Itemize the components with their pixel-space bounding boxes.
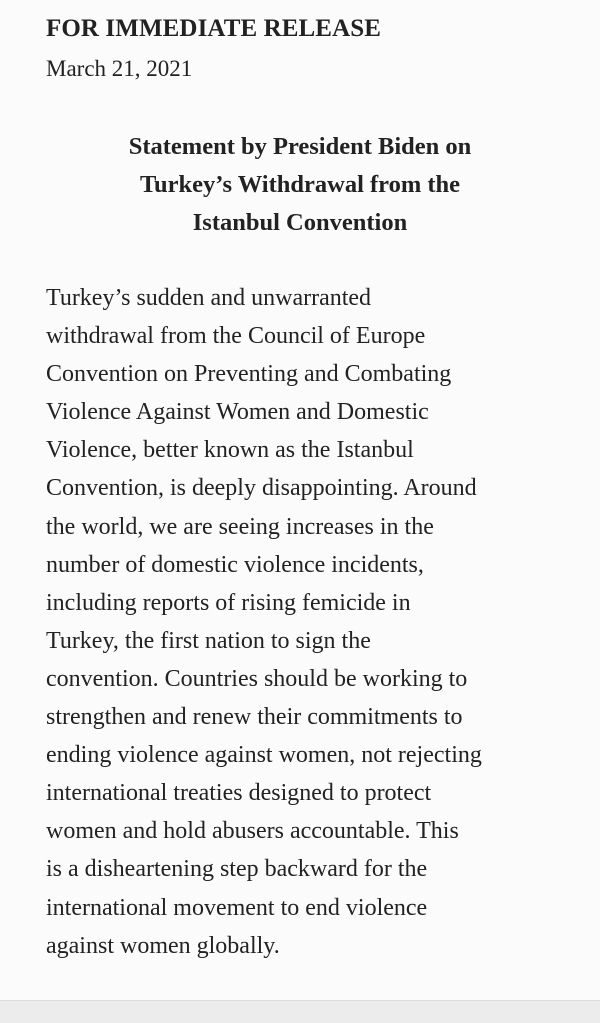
title-line: Statement by President Biden on xyxy=(128,133,472,160)
body-line: the world, we are seeing increases in the xyxy=(46,513,434,540)
body-line: Convention on Preventing and Combating xyxy=(46,361,452,388)
body-line: women and hold abusers accountable. This xyxy=(46,818,459,845)
body-line: Violence Against Women and Domestic xyxy=(46,399,429,426)
release-label: FOR IMMEDIATE RELEASE xyxy=(46,15,382,42)
body-line: convention. Countries should be working to xyxy=(46,665,468,692)
statement-body xyxy=(46,279,586,965)
title-line: Istanbul Convention xyxy=(192,209,408,236)
body-line: is a disheartening step backward for the xyxy=(46,856,428,883)
body-line: international movement to end violence xyxy=(46,894,428,921)
body-line: Turkey, the first nation to sign the xyxy=(46,627,371,654)
body-line: strengthen and renew their commitments to xyxy=(46,704,463,731)
body-line: Convention, is deeply disappointing. Around xyxy=(46,475,477,502)
release-date: March 21, 2021 xyxy=(46,56,193,81)
statement-title xyxy=(40,128,560,242)
title-line: Turkey’s Withdrawal from the xyxy=(139,171,461,198)
body-line: ending violence against women, not rejecting xyxy=(46,742,482,769)
body-line: number of domestic violence incidents, xyxy=(46,551,424,578)
bottom-strip xyxy=(0,1000,600,1023)
body-line: international treaties designed to protect xyxy=(46,780,432,807)
body-line: Violence, better known as the Istanbul xyxy=(46,437,414,464)
body-line: including reports of rising femicide in xyxy=(46,589,411,616)
body-line: against women globally. xyxy=(46,932,280,959)
body-line: withdrawal from the Council of Europe xyxy=(46,323,426,350)
body-line: Turkey’s sudden and unwarranted xyxy=(46,285,372,311)
